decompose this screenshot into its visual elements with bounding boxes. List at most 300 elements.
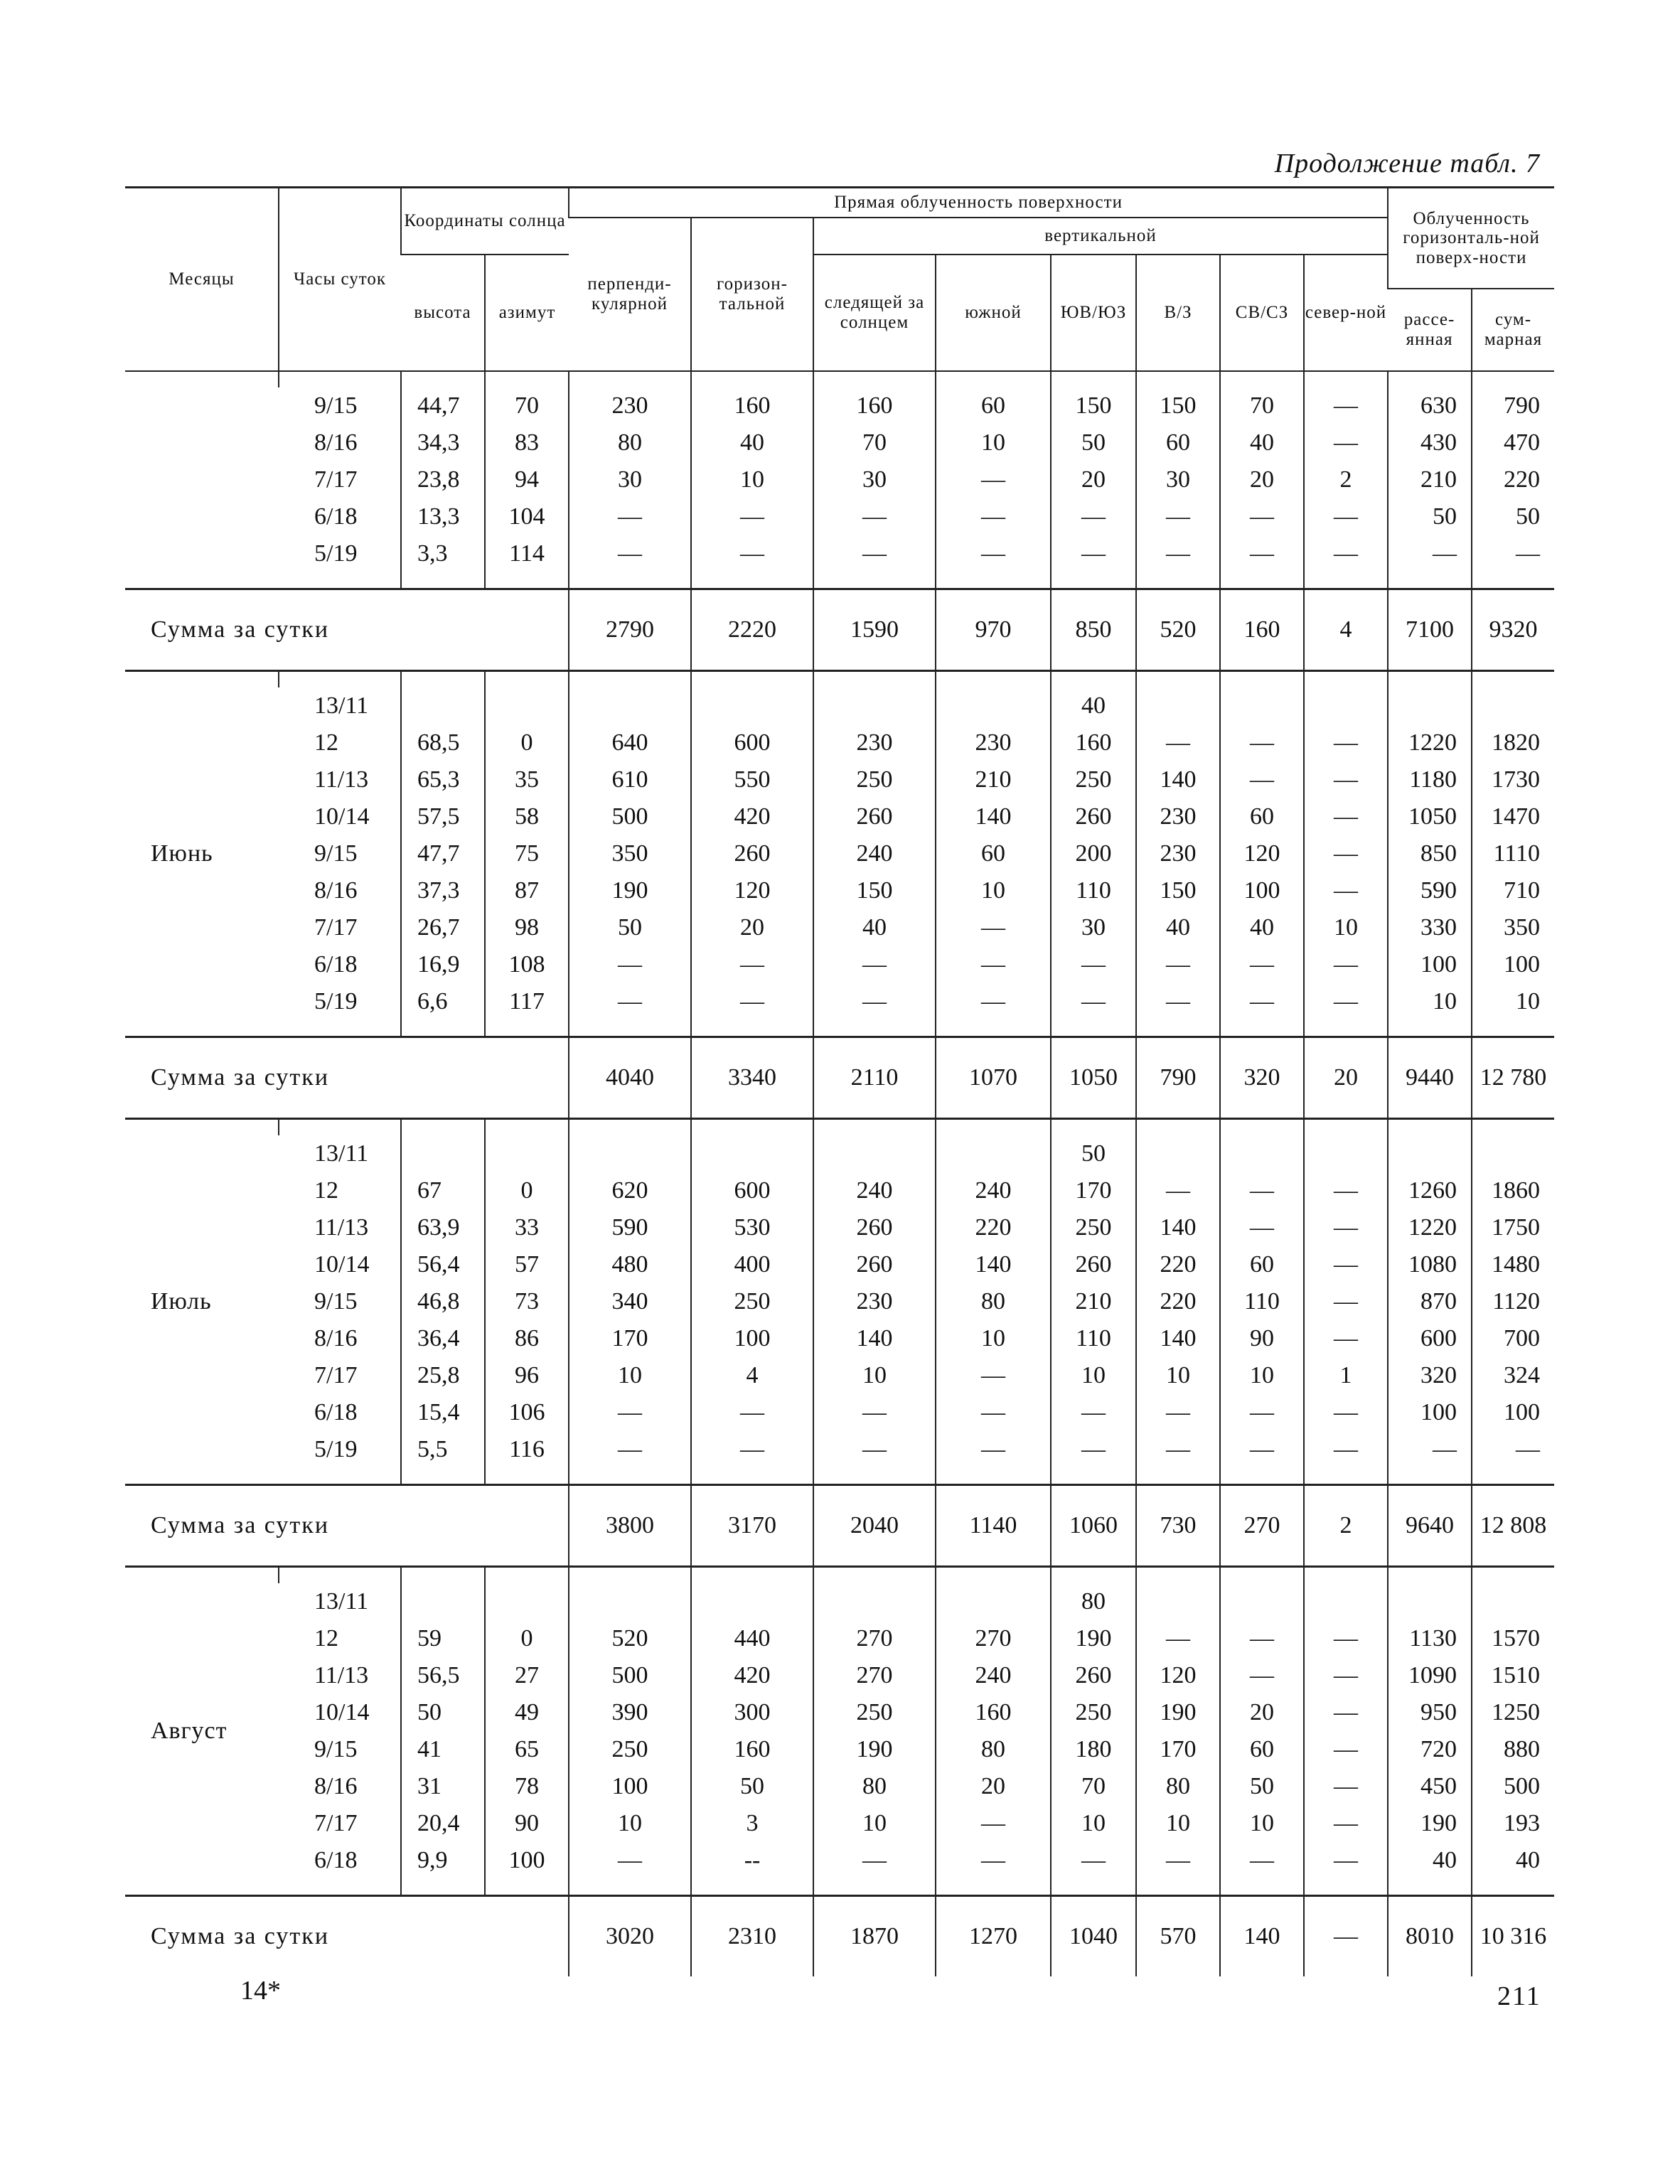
south-cell: [936, 1583, 1051, 1620]
north-cell: —: [1304, 1805, 1388, 1842]
azimuth-cell: 57: [485, 1246, 569, 1283]
horizontal-cell: [691, 1135, 813, 1172]
tracking-cell: 270: [813, 1620, 936, 1657]
se-sw-cell: 260: [1051, 798, 1136, 835]
table-header: [125, 188, 1554, 371]
horizontal-cell: 440: [691, 1620, 813, 1657]
se-sw-cell: 210: [1051, 1283, 1136, 1320]
hours-cell: 10/14: [314, 1698, 370, 1725]
perpendicular-cell: [569, 1135, 691, 1172]
horizontal-cell: 250: [691, 1283, 813, 1320]
tracking-cell: —: [813, 1431, 936, 1468]
tracking-cell: 150: [813, 872, 936, 909]
e-w-cell: —: [1136, 724, 1220, 761]
e-w-cell: 140: [1136, 1320, 1220, 1357]
azimuth-cell: [485, 1135, 569, 1172]
se-sw-cell: 50: [1051, 424, 1136, 461]
height-cell: 36,4: [401, 1320, 485, 1357]
month-cell: Август: [151, 1717, 228, 1744]
height-cell: 56,5: [401, 1657, 485, 1694]
perpendicular-cell: 610: [569, 761, 691, 798]
se-sw-cell: 110: [1051, 872, 1136, 909]
daily-sum-row: [125, 1895, 1554, 1976]
ne-nw-cell: 90: [1220, 1320, 1304, 1357]
total-cell: 1250: [1472, 1694, 1554, 1731]
south-cell: 140: [936, 798, 1051, 835]
height-cell: [401, 1135, 485, 1172]
height-cell: 3,3: [401, 535, 485, 572]
total-cell: —: [1472, 1431, 1554, 1468]
hours-cell: 12: [314, 729, 338, 756]
height-cell: 16,9: [401, 946, 485, 983]
se-sw-cell: 180: [1051, 1731, 1136, 1768]
table-row: [125, 946, 1554, 983]
tracking-cell: [813, 687, 936, 724]
header-se-sw: ЮВ/ЮЗ: [1051, 255, 1136, 371]
total-cell: 1730: [1472, 761, 1554, 798]
height-cell: 47,7: [401, 835, 485, 872]
north-cell: —: [1304, 872, 1388, 909]
daily-sum-horizontal: 2220: [691, 589, 813, 670]
height-cell: 26,7: [401, 909, 485, 946]
daily-sum-se-sw: 1060: [1051, 1484, 1136, 1566]
hours-cell: 8/16: [314, 1324, 358, 1351]
perpendicular-cell: 590: [569, 1209, 691, 1246]
e-w-cell: 150: [1136, 387, 1220, 424]
perpendicular-cell: 230: [569, 387, 691, 424]
diffuse-cell: 330: [1388, 909, 1472, 946]
north-cell: —: [1304, 1731, 1388, 1768]
tracking-cell: [813, 1135, 936, 1172]
tracking-cell: 140: [813, 1320, 936, 1357]
azimuth-cell: 70: [485, 387, 569, 424]
daily-sum-ne-nw: 140: [1220, 1895, 1304, 1976]
azimuth-cell: 49: [485, 1694, 569, 1731]
table-row: [125, 1657, 1554, 1694]
horizontal-cell: 10: [691, 461, 813, 498]
diffuse-cell: —: [1388, 1431, 1472, 1468]
north-cell: —: [1304, 1768, 1388, 1805]
ne-nw-cell: 40: [1220, 909, 1304, 946]
se-sw-cell: 260: [1051, 1657, 1136, 1694]
tracking-cell: 250: [813, 761, 936, 798]
diffuse-cell: [1388, 1135, 1472, 1172]
se-sw-cell: 250: [1051, 761, 1136, 798]
perpendicular-cell: 80: [569, 424, 691, 461]
horizontal-cell: 550: [691, 761, 813, 798]
table-row: [125, 387, 1554, 424]
total-cell: 1860: [1472, 1172, 1554, 1209]
south-cell: 80: [936, 1283, 1051, 1320]
daily-sum-horizontal: 3340: [691, 1037, 813, 1118]
north-cell: —: [1304, 1283, 1388, 1320]
horizontal-cell: 120: [691, 872, 813, 909]
tracking-cell: 240: [813, 1172, 936, 1209]
hours-cell: 5/19: [314, 540, 358, 567]
south-cell: 10: [936, 872, 1051, 909]
perpendicular-cell: —: [569, 498, 691, 535]
north-cell: —: [1304, 1209, 1388, 1246]
table-row: [125, 1135, 1554, 1172]
tracking-cell: —: [813, 1394, 936, 1431]
table-row: [125, 983, 1554, 1020]
table-row: [125, 1768, 1554, 1805]
azimuth-cell: 87: [485, 872, 569, 909]
total-cell: —: [1472, 535, 1554, 572]
horizontal-cell: 600: [691, 1172, 813, 1209]
height-cell: 13,3: [401, 498, 485, 535]
south-cell: [936, 687, 1051, 724]
diffuse-cell: 950: [1388, 1694, 1472, 1731]
horizontal-cell: 160: [691, 1731, 813, 1768]
header-horizontal-irradiance: Облученность горизонталь-ной поверх-ности: [1388, 188, 1554, 289]
horizontal-cell: 420: [691, 798, 813, 835]
hours-cell: 5/19: [314, 1435, 358, 1462]
e-w-cell: —: [1136, 498, 1220, 535]
tracking-cell: 80: [813, 1768, 936, 1805]
horizontal-cell: 100: [691, 1320, 813, 1357]
tracking-cell: [813, 1583, 936, 1620]
azimuth-cell: 106: [485, 1394, 569, 1431]
azimuth-cell: 90: [485, 1805, 569, 1842]
total-cell: 880: [1472, 1731, 1554, 1768]
e-w-cell: —: [1136, 1431, 1220, 1468]
azimuth-cell: 116: [485, 1431, 569, 1468]
e-w-cell: —: [1136, 535, 1220, 572]
se-sw-cell: 160: [1051, 724, 1136, 761]
south-cell: —: [936, 1357, 1051, 1394]
perpendicular-cell: 10: [569, 1357, 691, 1394]
table-row: [125, 1283, 1554, 1320]
table-row: [125, 761, 1554, 798]
tracking-cell: 240: [813, 835, 936, 872]
diffuse-cell: 320: [1388, 1357, 1472, 1394]
total-cell: 1110: [1472, 835, 1554, 872]
diffuse-cell: 40: [1388, 1842, 1472, 1879]
height-cell: 9,9: [401, 1842, 485, 1879]
total-cell: 790: [1472, 387, 1554, 424]
ne-nw-cell: 70: [1220, 387, 1304, 424]
daily-sum-perpendicular: 2790: [569, 589, 691, 670]
e-w-cell: —: [1136, 946, 1220, 983]
table-row: [125, 835, 1554, 872]
perpendicular-cell: 520: [569, 1620, 691, 1657]
north-cell: —: [1304, 798, 1388, 835]
south-cell: —: [936, 1805, 1051, 1842]
total-cell: 350: [1472, 909, 1554, 946]
table-row: [125, 424, 1554, 461]
table-row: [125, 872, 1554, 909]
north-cell: —: [1304, 946, 1388, 983]
daily-sum-se-sw: 1050: [1051, 1037, 1136, 1118]
e-w-cell: —: [1136, 1620, 1220, 1657]
diffuse-cell: 50: [1388, 498, 1472, 535]
ne-nw-cell: 100: [1220, 872, 1304, 909]
perpendicular-cell: 50: [569, 909, 691, 946]
ne-nw-cell: —: [1220, 1209, 1304, 1246]
ne-nw-cell: —: [1220, 761, 1304, 798]
tracking-cell: 70: [813, 424, 936, 461]
table-row: [125, 798, 1554, 835]
ne-nw-cell: —: [1220, 1657, 1304, 1694]
header-ne-nw: СВ/СЗ: [1220, 255, 1304, 371]
diffuse-cell: [1388, 687, 1472, 724]
north-cell: [1304, 1135, 1388, 1172]
south-cell: 240: [936, 1172, 1051, 1209]
table-row: [125, 1172, 1554, 1209]
e-w-cell: —: [1136, 1394, 1220, 1431]
daily-sum-label: Сумма за сутки: [125, 1895, 569, 1976]
daily-sum-e-w: 730: [1136, 1484, 1220, 1566]
diffuse-cell: 450: [1388, 1768, 1472, 1805]
se-sw-cell: 10: [1051, 1805, 1136, 1842]
perpendicular-cell: 10: [569, 1805, 691, 1842]
horizontal-cell: 260: [691, 835, 813, 872]
tracking-cell: 260: [813, 1246, 936, 1283]
diffuse-cell: 850: [1388, 835, 1472, 872]
table-row: [125, 1731, 1554, 1768]
se-sw-cell: 110: [1051, 1320, 1136, 1357]
daily-sum-perpendicular: 3020: [569, 1895, 691, 1976]
hours-cell: 13/11: [314, 1588, 369, 1615]
perpendicular-cell: [569, 1583, 691, 1620]
perpendicular-cell: 350: [569, 835, 691, 872]
header-azimuth: азимут: [485, 255, 569, 371]
ne-nw-cell: —: [1220, 1431, 1304, 1468]
table-row: [125, 1620, 1554, 1657]
hours-cell: 13/11: [314, 692, 369, 719]
table-row: [125, 1431, 1554, 1468]
hours-cell: 12: [314, 1624, 338, 1652]
e-w-cell: 10: [1136, 1357, 1220, 1394]
total-cell: 40: [1472, 1842, 1554, 1879]
ne-nw-cell: —: [1220, 1620, 1304, 1657]
north-cell: —: [1304, 983, 1388, 1020]
perpendicular-cell: 190: [569, 872, 691, 909]
daily-sum-e-w: 520: [1136, 589, 1220, 670]
hours-cell: 9/15: [314, 392, 358, 419]
total-cell: 193: [1472, 1805, 1554, 1842]
hours-cell: 8/16: [314, 877, 358, 904]
azimuth-cell: 27: [485, 1657, 569, 1694]
north-cell: —: [1304, 724, 1388, 761]
azimuth-cell: 33: [485, 1209, 569, 1246]
north-cell: —: [1304, 1842, 1388, 1879]
ne-nw-cell: [1220, 1583, 1304, 1620]
ne-nw-cell: 10: [1220, 1805, 1304, 1842]
daily-sum-row: [125, 1484, 1554, 1566]
south-cell: 160: [936, 1694, 1051, 1731]
horizontal-cell: 40: [691, 424, 813, 461]
block-top-spacer: [125, 1118, 1554, 1135]
perpendicular-cell: 480: [569, 1246, 691, 1283]
e-w-cell: 30: [1136, 461, 1220, 498]
diffuse-cell: 1220: [1388, 1209, 1472, 1246]
south-cell: —: [936, 1431, 1051, 1468]
azimuth-cell: 96: [485, 1357, 569, 1394]
total-cell: 10: [1472, 983, 1554, 1020]
azimuth-cell: 94: [485, 461, 569, 498]
daily-sum-south: 1270: [936, 1895, 1051, 1976]
header-horizontal: горизон-тальной: [691, 218, 813, 371]
hours-cell: 9/15: [314, 1288, 358, 1315]
daily-sum-label: Сумма за сутки: [125, 1037, 569, 1118]
total-cell: [1472, 1135, 1554, 1172]
e-w-cell: [1136, 1135, 1220, 1172]
north-cell: [1304, 687, 1388, 724]
north-cell: 10: [1304, 909, 1388, 946]
tracking-cell: 270: [813, 1657, 936, 1694]
total-cell: 470: [1472, 424, 1554, 461]
azimuth-cell: 108: [485, 946, 569, 983]
block-bottom-spacer: [125, 572, 1554, 589]
hours-cell: 12: [314, 1177, 338, 1204]
height-cell: [401, 687, 485, 724]
daily-sum-tracking: 2110: [813, 1037, 936, 1118]
horizontal-cell: —: [691, 983, 813, 1020]
ne-nw-cell: 120: [1220, 835, 1304, 872]
table-row: [125, 687, 1554, 724]
daily-sum-label: Сумма за сутки: [125, 1484, 569, 1566]
table-row: [125, 1320, 1554, 1357]
azimuth-cell: 58: [485, 798, 569, 835]
header-south: южной: [936, 255, 1051, 371]
daily-sum-se-sw: 850: [1051, 589, 1136, 670]
south-cell: —: [936, 909, 1051, 946]
page-number: 211: [1497, 1981, 1541, 2011]
se-sw-cell: 190: [1051, 1620, 1136, 1657]
block-top-spacer: [125, 1566, 1554, 1583]
block-top-spacer: [125, 670, 1554, 687]
irradiance-table: [125, 186, 1554, 1976]
horizontal-cell: 420: [691, 1657, 813, 1694]
diffuse-cell: 1050: [1388, 798, 1472, 835]
height-cell: 67: [401, 1172, 485, 1209]
height-cell: 63,9: [401, 1209, 485, 1246]
daily-sum-north: 20: [1304, 1037, 1388, 1118]
daily-sum-total: 9320: [1472, 589, 1554, 670]
diffuse-cell: 1180: [1388, 761, 1472, 798]
south-cell: 220: [936, 1209, 1051, 1246]
tracking-cell: 30: [813, 461, 936, 498]
hours-cell: 11/13: [314, 1214, 369, 1241]
height-cell: 50: [401, 1694, 485, 1731]
diffuse-cell: 430: [1388, 424, 1472, 461]
south-cell: —: [936, 535, 1051, 572]
diffuse-cell: 100: [1388, 1394, 1472, 1431]
total-cell: 1750: [1472, 1209, 1554, 1246]
perpendicular-cell: 500: [569, 798, 691, 835]
ne-nw-cell: —: [1220, 946, 1304, 983]
perpendicular-cell: [569, 687, 691, 724]
diffuse-cell: 870: [1388, 1283, 1472, 1320]
tracking-cell: 10: [813, 1357, 936, 1394]
e-w-cell: 230: [1136, 798, 1220, 835]
header-perpendicular: перпенди-кулярной: [569, 218, 691, 371]
ne-nw-cell: 110: [1220, 1283, 1304, 1320]
daily-sum-south: 1070: [936, 1037, 1051, 1118]
tracking-cell: 260: [813, 798, 936, 835]
azimuth-cell: 83: [485, 424, 569, 461]
height-cell: 41: [401, 1731, 485, 1768]
height-cell: 25,8: [401, 1357, 485, 1394]
daily-sum-diffuse: 9440: [1388, 1037, 1472, 1118]
azimuth-cell: [485, 687, 569, 724]
e-w-cell: —: [1136, 983, 1220, 1020]
tracking-cell: —: [813, 535, 936, 572]
diffuse-cell: 1080: [1388, 1246, 1472, 1283]
daily-sum-total: 10 316: [1472, 1895, 1554, 1976]
e-w-cell: —: [1136, 1172, 1220, 1209]
azimuth-cell: 35: [485, 761, 569, 798]
horizontal-cell: 50: [691, 1768, 813, 1805]
south-cell: —: [936, 498, 1051, 535]
tracking-cell: 230: [813, 724, 936, 761]
hours-cell: 5/19: [314, 987, 358, 1015]
daily-sum-diffuse: 7100: [1388, 589, 1472, 670]
e-w-cell: 150: [1136, 872, 1220, 909]
total-cell: 700: [1472, 1320, 1554, 1357]
table-continuation-caption: Продолжение табл. 7: [1274, 149, 1540, 178]
ne-nw-cell: —: [1220, 1394, 1304, 1431]
table-row: [125, 461, 1554, 498]
height-cell: 68,5: [401, 724, 485, 761]
se-sw-cell: —: [1051, 1431, 1136, 1468]
tracking-cell: —: [813, 498, 936, 535]
hours-cell: 6/18: [314, 1398, 358, 1425]
azimuth-cell: 100: [485, 1842, 569, 1879]
header-months: Месяцы: [125, 188, 279, 371]
daily-sum-label: Сумма за сутки: [125, 589, 569, 670]
daily-sum-ne-nw: 320: [1220, 1037, 1304, 1118]
e-w-cell: 40: [1136, 909, 1220, 946]
header-diffuse: рассе-янная: [1388, 289, 1472, 371]
se-sw-cell: —: [1051, 1842, 1136, 1879]
horizontal-cell: —: [691, 535, 813, 572]
hours-cell: 10/14: [314, 1251, 370, 1278]
header-total: сум-марная: [1472, 289, 1554, 371]
table-row: [125, 724, 1554, 761]
daily-sum-row: [125, 589, 1554, 670]
daily-sum-horizontal: 2310: [691, 1895, 813, 1976]
diffuse-cell: 1090: [1388, 1657, 1472, 1694]
height-cell: 65,3: [401, 761, 485, 798]
total-cell: 1570: [1472, 1620, 1554, 1657]
total-cell: [1472, 1583, 1554, 1620]
north-cell: —: [1304, 424, 1388, 461]
daily-sum-perpendicular: 3800: [569, 1484, 691, 1566]
horizontal-cell: 530: [691, 1209, 813, 1246]
north-cell: —: [1304, 835, 1388, 872]
ne-nw-cell: 60: [1220, 1246, 1304, 1283]
south-cell: 80: [936, 1731, 1051, 1768]
daily-sum-total: 12 808: [1472, 1484, 1554, 1566]
header-sun-coords: Координаты солнца: [401, 188, 569, 255]
diffuse-cell: 10: [1388, 983, 1472, 1020]
hours-cell: 10/14: [314, 803, 370, 830]
hours-cell: 6/18: [314, 1846, 358, 1873]
daily-sum-e-w: 570: [1136, 1895, 1220, 1976]
se-sw-cell: 170: [1051, 1172, 1136, 1209]
south-cell: 240: [936, 1657, 1051, 1694]
se-sw-cell: 10: [1051, 1357, 1136, 1394]
azimuth-cell: 65: [485, 1731, 569, 1768]
height-cell: 37,3: [401, 872, 485, 909]
se-sw-cell: 30: [1051, 909, 1136, 946]
perpendicular-cell: 250: [569, 1731, 691, 1768]
e-w-cell: 120: [1136, 1657, 1220, 1694]
ne-nw-cell: 60: [1220, 1731, 1304, 1768]
